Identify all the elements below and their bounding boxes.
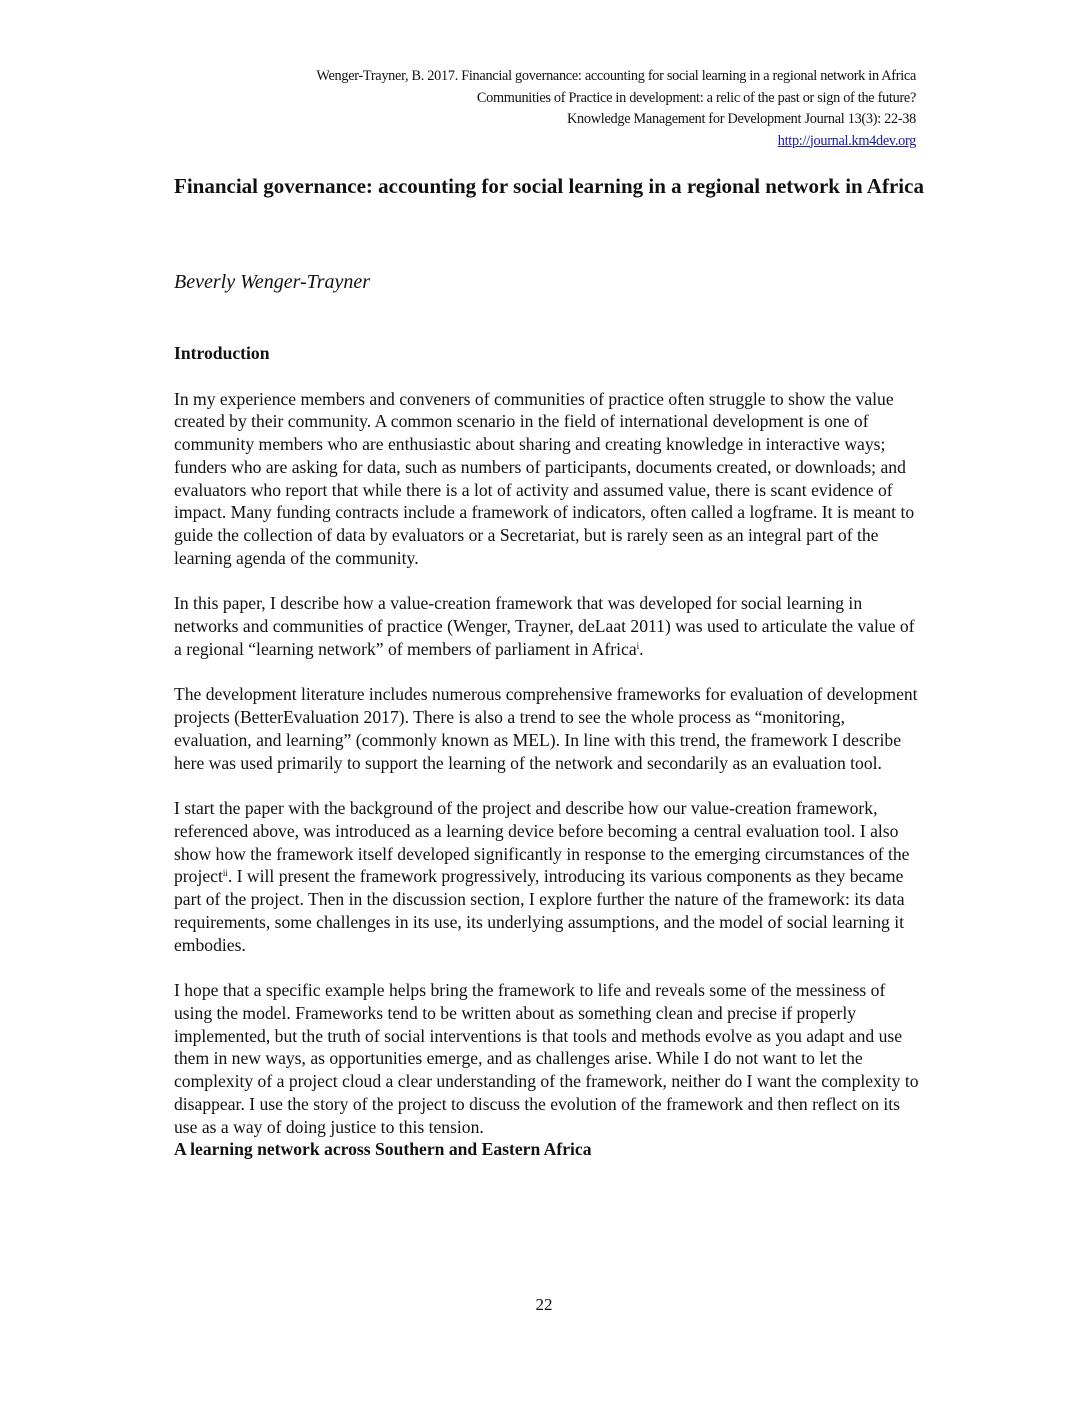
paragraph-5: I hope that a specific example helps bring the framework to life and reveals some of the messiness of using the model. Frameworks tend to be written about as something clean and precise if properly implemented, but the truth of social interventions is that tools and methods evolve as you adapt and use them in new ways, as opportunities emerge, and as challenges arise. While I do not want to let the complexity of a project cloud a clear understanding of the framework, neither do I want the complexity to disappear. I use the story of the project to discuss the evolution of the framework and then reflect on its use as a way of doing justice to this tension. [174,980,919,1137]
paper-body [174,342,922,1161]
paper-title: Financial governance: accounting for social learning in a regional network in Africa [174,174,924,198]
paragraph-1: In my experience members and conveners of communities of practice often struggle to show the value created by their community. A common scenario in the field of international development is one of community members who are enthusiastic about sharing and creating knowledge in interactive ways; funders who are asking for data, such as numbers of participants, documents created, or downloads; and evaluators who report that while there is a lot of activity and assumed value, there is scant evidence of impact. Many funding contracts include a framework of indicators, often called a logframe. It is meant to guide the collection of data by evaluators or a Secretariat, but is rarely seen as an integral part of the learning agenda of the community. [174,388,915,568]
paragraph-4: I start the paper with the background of the project and describe how our value-creation framework, referenced above, was introduced as a learning device before becoming a central evaluation tool. I also show how the framework itself developed significantly in response to the emerging circumstances of the project$^{ii}$. I will present the framework progressively, introducing its various components as they became part of the project. Then in the discussion section, I explore further the nature of the framework: its data requirements, some challenges in its use, its underlying assumptions, and the model of social learning it embodies. [174,798,910,955]
section-heading: A learning network across Southern and Eastern Africa [174,1139,592,1160]
header-journal: Knowledge Management for Development Journal 13(3): 22-38 [567,111,916,127]
header-series: Communities of Practice in development: a relic of the past or sign of the future? [476,89,916,106]
journal-link[interactable]: http://journal.km4dev.org [777,132,916,149]
endnote-ref-i[interactable]: i [636,640,640,651]
paragraph-3: The development literature includes numerous comprehensive frameworks for evaluation of development projects (BetterEvaluation 2017). There is also a trend to see the whole process as “monitoring, evaluation, and learning” (commonly known as MEL). In line with this trend, the framework I describe here was used primarily to support the learning of the network and secondarily as an evaluation tool. [174,684,918,773]
running-header [316,66,916,152]
introduction-heading: Introduction [174,343,270,363]
endnote-ref-ii[interactable]: ii [222,868,228,879]
author-name: Beverly Wenger-Trayner [174,271,371,293]
paragraph-2: In this paper, I describe how a value-creation framework that was developed for social learning in networks and communities of practice (Wenger, Trayner, deLaat 2011) was used to articulate the value of a regional “learning network” of members of parliament in Africa$^i$. [174,593,915,659]
header-citation: Wenger-Trayner, B. 2017. Financial governance: accounting for social learning in a regional network in Africa [316,68,916,84]
page-number: 22 [535,1295,553,1314]
